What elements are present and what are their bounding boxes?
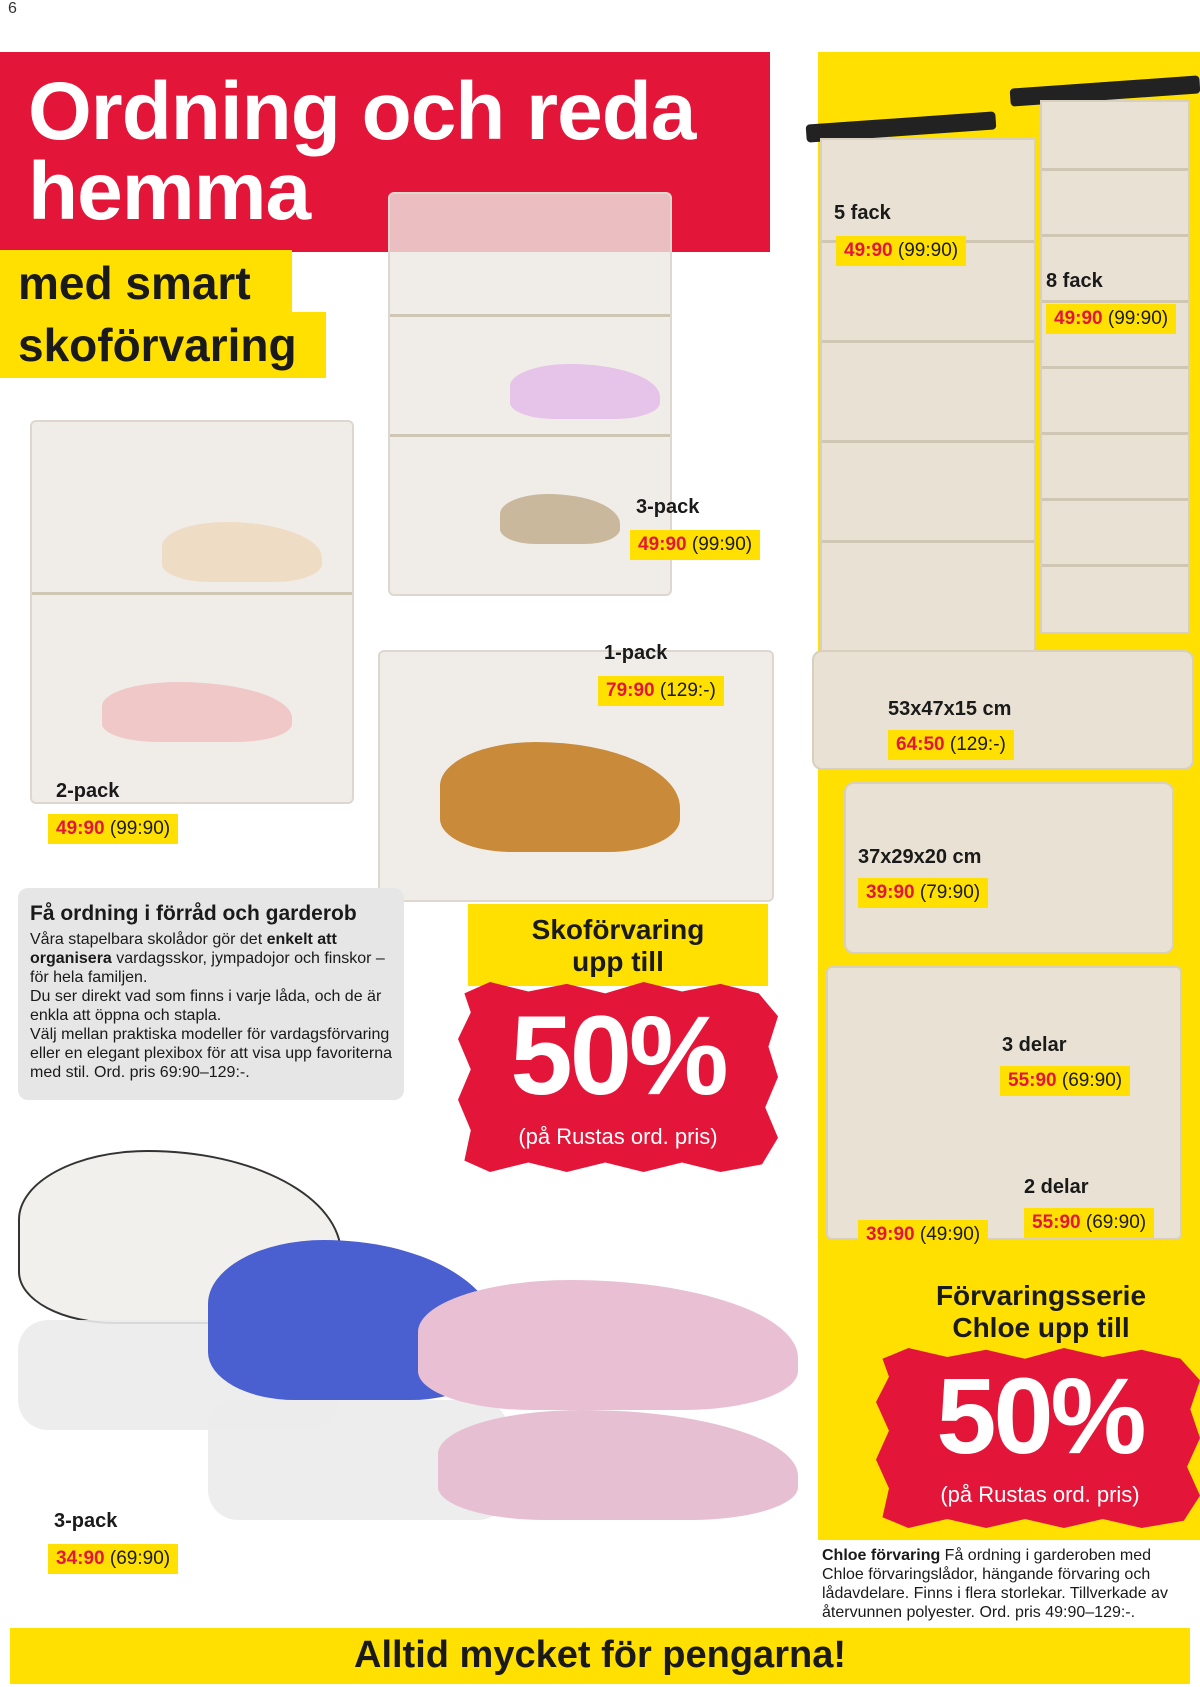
price-now: 55:90 bbox=[1008, 1070, 1057, 1091]
price-now: 39:90 bbox=[866, 1224, 915, 1245]
offer-2pack-price-tag bbox=[48, 814, 178, 844]
shoe-riser-photo bbox=[18, 1120, 798, 1540]
pink-sneaker-image bbox=[418, 1280, 798, 1410]
headline-line-2: hemma bbox=[28, 146, 311, 237]
info-bold-text: enkelt att organisera bbox=[30, 931, 337, 967]
shelf-line bbox=[822, 440, 1034, 443]
price-ord: (99:90) bbox=[1107, 308, 1169, 329]
chloe-promo-note: (på Rustas ord. pris) bbox=[940, 1482, 1140, 1507]
offer-large-box-label: 53x47x15 cm bbox=[888, 698, 1012, 720]
offer-3delar-price-tag bbox=[1000, 1066, 1130, 1096]
price-now: 64:50 bbox=[896, 734, 945, 755]
pink-shoe-image bbox=[510, 364, 660, 419]
shelf-line bbox=[1042, 432, 1188, 435]
sneaker-image bbox=[102, 682, 292, 742]
box-divider bbox=[390, 314, 670, 317]
shelf-line bbox=[1042, 366, 1188, 369]
shoe-promo-heading bbox=[468, 914, 768, 978]
chloe-bold: Chloe förvaring bbox=[822, 1547, 941, 1564]
price-ord: (129:-) bbox=[949, 734, 1006, 755]
subheadline-line-1: med smart bbox=[18, 257, 251, 309]
offer-5fack-label: 5 fack bbox=[834, 202, 891, 224]
offer-1pack-label: 1-pack bbox=[604, 642, 668, 664]
drawer-divider-set-photo bbox=[826, 966, 1182, 1240]
chloe-promo-line-1: Förvaringsserie bbox=[935, 1280, 1147, 1311]
offer-3pack-label: 3-pack bbox=[636, 496, 700, 518]
shoe-promo-note: (på Rustas ord. pris) bbox=[518, 1124, 718, 1149]
hanging-organizer-8-photo bbox=[1040, 100, 1190, 634]
offer-riser-label: 3-pack bbox=[54, 1510, 118, 1532]
shelf-line bbox=[1042, 564, 1188, 567]
shelf-line bbox=[1042, 168, 1188, 171]
offer-8fack-label: 8 fack bbox=[1046, 270, 1103, 292]
chloe-rest: Få ordning i garderoben med Chloe förvaringslådor, hängande förvaring och lådavdelare. Finns i flera storlekar. Tillverkade av återvunnen polyester. Ord. pris 49:90–129:-. bbox=[822, 1547, 1168, 1621]
shoe-promo-line-1: Skoförvaring bbox=[531, 914, 705, 945]
price-now: 49:90 bbox=[56, 818, 105, 839]
offer-5fack-price-tag bbox=[836, 236, 966, 266]
shoe-promo-line-2: upp till bbox=[572, 946, 664, 977]
box-divider bbox=[390, 434, 670, 437]
chloe-description bbox=[822, 1546, 1194, 1622]
shoe-promo-percent: 50% bbox=[510, 993, 726, 1118]
price-ord: (69:90) bbox=[109, 1548, 171, 1569]
heel-shoe-image bbox=[162, 522, 322, 582]
price-ord: (79:90) bbox=[919, 882, 981, 903]
headline-line-1: Ordning och reda bbox=[28, 66, 696, 157]
offer-single-box-price-tag bbox=[858, 1220, 988, 1250]
price-now: 49:90 bbox=[844, 240, 893, 261]
boot-shoe-image bbox=[440, 742, 680, 852]
shoe-box-2pack-photo bbox=[30, 420, 354, 804]
offer-2pack-label: 2-pack bbox=[56, 780, 120, 802]
price-ord: (99:90) bbox=[691, 534, 753, 555]
info-title: Få ordning i förråd och garderob bbox=[30, 902, 357, 925]
price-ord: (129:-) bbox=[659, 680, 716, 701]
price-ord: (69:90) bbox=[1061, 1070, 1123, 1091]
offer-1pack-price-tag bbox=[598, 676, 724, 706]
offer-8fack-price-tag bbox=[1046, 304, 1176, 334]
price-ord: (99:90) bbox=[897, 240, 959, 261]
shelf-line bbox=[822, 340, 1034, 343]
price-now: 55:90 bbox=[1032, 1212, 1081, 1233]
offer-large-box-price-tag bbox=[888, 730, 1014, 760]
chloe-promo-percent: 50% bbox=[936, 1355, 1144, 1476]
chloe-promo-line-2: Chloe upp till bbox=[952, 1312, 1130, 1343]
offer-3delar-label: 3 delar bbox=[1002, 1034, 1067, 1056]
price-ord: (69:90) bbox=[1085, 1212, 1147, 1233]
price-ord: (99:90) bbox=[109, 818, 171, 839]
footer-slogan: Alltid mycket för pengarna! bbox=[354, 1634, 846, 1676]
price-ord: (49:90) bbox=[919, 1224, 981, 1245]
price-now: 49:90 bbox=[638, 534, 687, 555]
info-body bbox=[30, 930, 400, 1082]
offer-medium-box-price-tag bbox=[858, 878, 988, 908]
chloe-promo-heading bbox=[882, 1280, 1200, 1344]
page-number: 6 bbox=[8, 0, 17, 17]
offer-riser-price-tag bbox=[48, 1544, 178, 1574]
shelf-line bbox=[1042, 498, 1188, 501]
price-now: 49:90 bbox=[1054, 308, 1103, 329]
offer-3pack-price-tag bbox=[630, 530, 760, 560]
price-now: 34:90 bbox=[56, 1548, 105, 1569]
shelf-line bbox=[1042, 234, 1188, 237]
info-text: vardagsskor, jympadojor och finskor – för hela familjen. bbox=[30, 950, 385, 986]
offer-2delar-label: 2 delar bbox=[1024, 1176, 1089, 1198]
sneaker-image bbox=[500, 494, 620, 544]
subheadline-line-2: skoförvaring bbox=[18, 319, 297, 371]
offer-medium-box-label: 37x29x20 cm bbox=[858, 846, 982, 868]
price-now: 79:90 bbox=[606, 680, 655, 701]
price-now: 39:90 bbox=[866, 882, 915, 903]
offer-2delar-price-tag bbox=[1024, 1208, 1154, 1238]
pink-sneaker-image bbox=[438, 1410, 798, 1520]
shelf-line bbox=[822, 540, 1034, 543]
info-text: Våra stapelbara skolådor gör det bbox=[30, 931, 267, 948]
box-divider bbox=[32, 592, 352, 595]
info-paragraph-3: Välj mellan praktiska modeller för vardagsförvaring eller en elegant plexibox för att visa upp favoriterna med stil. Ord. pris 69:90–129:-. bbox=[30, 1026, 392, 1081]
shelf-line bbox=[1042, 300, 1188, 303]
info-paragraph-2: Du ser direkt vad som finns i varje låda, och de är enkla att öppna och stapla. bbox=[30, 988, 382, 1024]
info-paragraph-1 bbox=[30, 930, 400, 987]
